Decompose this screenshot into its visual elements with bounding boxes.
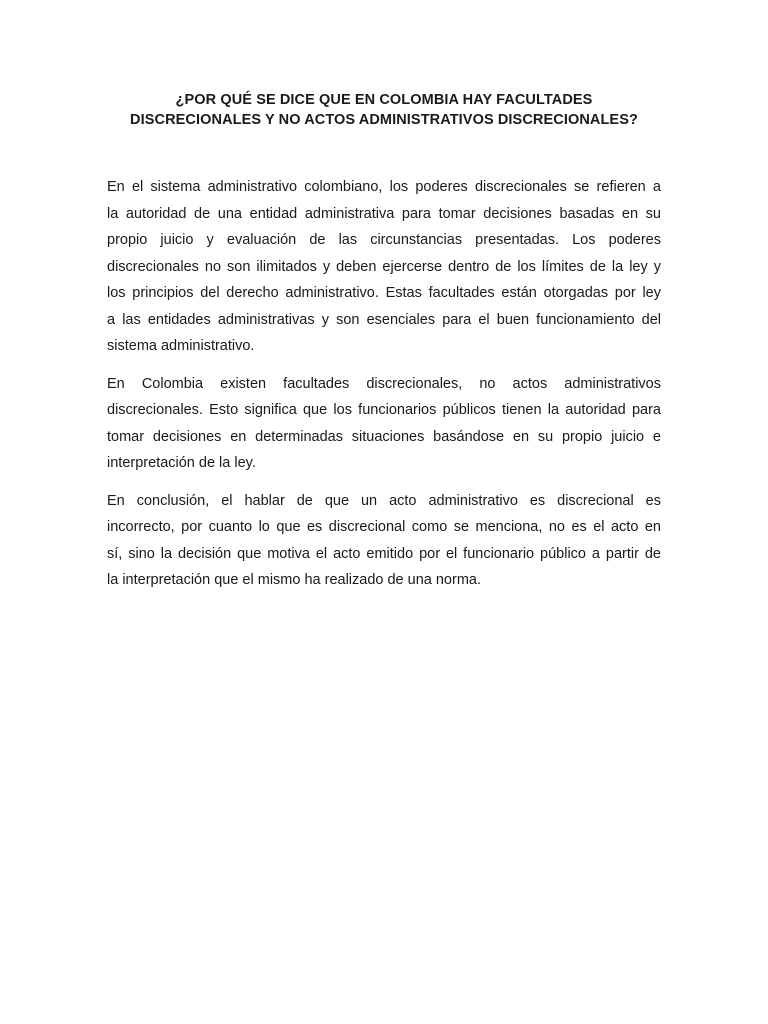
paragraph-line: En el sistema administrativo colombiano, los poderes discrecionales se refieren a	[107, 179, 661, 195]
title-line: DISCRECIONALES Y NO ACTOS ADMINISTRATIVOS DISCRECIONALES?	[130, 112, 638, 128]
paragraph-line: incorrecto, por cuanto lo que es discrecional como se menciona, no es el acto en	[107, 519, 661, 535]
paragraph-line: la interpretación que el mismo ha realizado de una norma.	[107, 572, 481, 588]
paragraph-2	[107, 371, 661, 477]
paragraph-line: discrecionales no son ilimitados y deben ejercerse dentro de los límites de la ley y	[107, 258, 661, 275]
paragraph-line: En Colombia existen facultades discrecionales, no actos administrativos	[107, 375, 661, 392]
paragraph-1	[107, 174, 661, 360]
paragraph-line: sí, sino la decisión que motiva el acto emitido por el funcionario público a partir de	[107, 545, 661, 562]
document-title	[100, 90, 668, 130]
paragraph-line: sistema administrativo.	[107, 338, 255, 354]
paragraph-line: interpretación de la ley.	[107, 455, 256, 471]
paragraph-line: propio juicio y evaluación de las circunstancias presentadas. Los poderes	[107, 232, 661, 248]
paragraph-line: los principios del derecho administrativo. Estas facultades están otorgadas por ley	[107, 285, 661, 301]
paragraph-line: la autoridad de una entidad administrativa para tomar decisiones basadas en su	[107, 205, 661, 222]
paragraph-line: tomar decisiones en determinadas situaciones basándose en su propio juicio e	[107, 428, 661, 445]
document-body	[107, 174, 661, 605]
paragraph-line: En conclusión, el hablar de que un acto administrativo es discrecional es	[107, 492, 661, 509]
paragraph-line: a las entidades administrativas y son esenciales para el buen funcionamiento del	[107, 311, 661, 328]
paragraph-3	[107, 488, 661, 594]
title-line: ¿POR QUÉ SE DICE QUE EN COLOMBIA HAY FACULTADES	[175, 92, 593, 108]
paragraph-line: discrecionales. Esto significa que los funcionarios públicos tienen la autoridad para	[107, 402, 661, 418]
